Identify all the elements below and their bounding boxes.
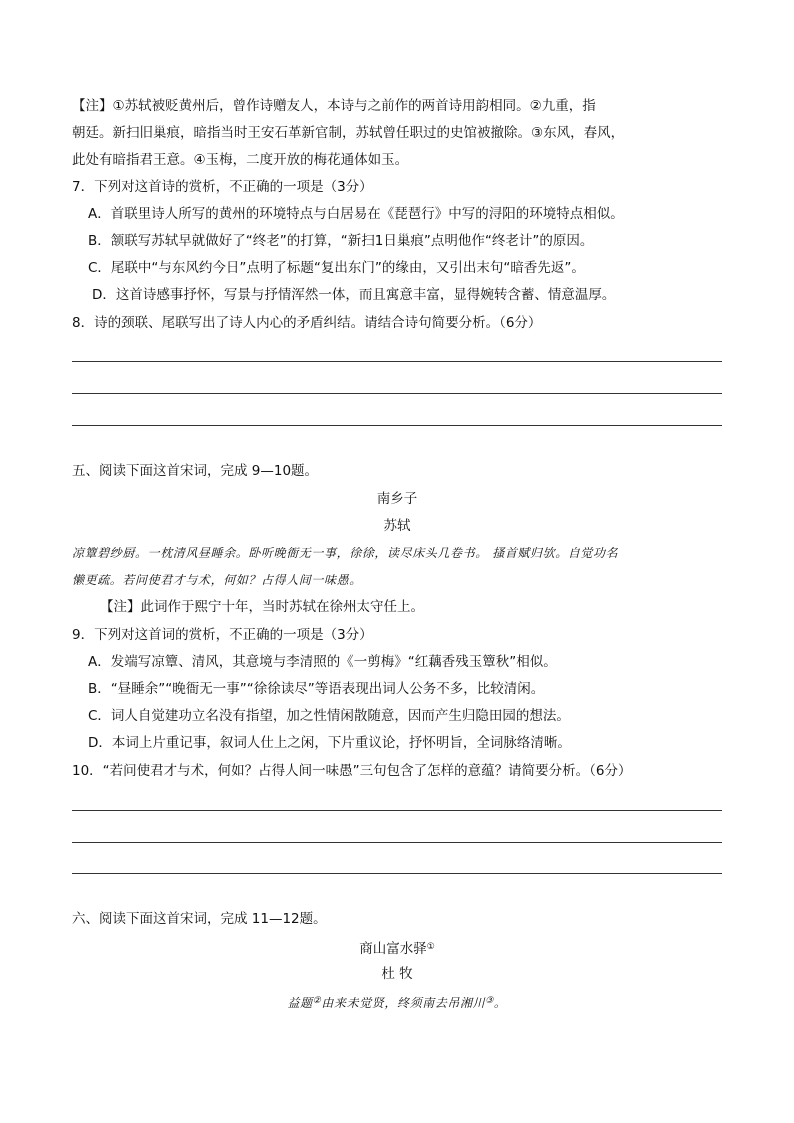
poem-author: 杜 牧: [381, 966, 413, 982]
answer-line: [72, 393, 722, 394]
question-9-option-a: A．发端写凉簟、清风，其意境与李清照的《一剪梅》“红藕香残玉簟秋”相似。: [88, 654, 557, 670]
question-7-option-a: A．首联里诗人所写的黄州的环境特点与白居易在《琵琶行》中写的浔阳的环境特点相似。: [88, 206, 624, 222]
question-9-option-c: C．词人自觉建功立名没有指望，加之性情闲散随意，因而产生归隐田园的想法。: [88, 708, 570, 724]
question-7-option-c: C．尾联中“与东风约今日”点明了标题“复出东门”的缘由，又引出末句“暗香先返”。: [88, 260, 585, 276]
question-9-option-d: D．本词上片重记事，叙词人仕上之闲，下片重议论，抒怀明旨，全词脉络清晰。: [88, 735, 571, 751]
poem-title: [0, 937, 794, 959]
poem-line-1: 凉簟碧纱厨。一枕清风昼睡余。卧听晚衙无一事，徐徐，读尽床头几卷书。 搔首赋归欤。自觉功名: [72, 546, 619, 560]
poem-line-1: [0, 991, 794, 1013]
poem-line-1-part-a: 益题: [287, 996, 313, 1010]
answer-line: [72, 425, 722, 426]
note-line-2: 朝廷。新扫旧巢痕，暗指当时王安石革新官制，苏轼曾任职过的史馆被撤除。③东风，春风，: [72, 125, 625, 141]
answer-line: [72, 361, 722, 362]
question-9-stem: 9．下列对这首词的赏析，不正确的一项是（3分）: [72, 627, 373, 643]
answer-line: [72, 842, 722, 843]
poem-line-2: 懒更疏。若问使君才与术，何如？占得人间一味愚。: [72, 573, 362, 587]
note-line-1: 【注】①苏轼被贬黄州后，曾作诗赠友人，本诗与之前作的两首诗用韵相同。②九重，指: [72, 98, 596, 114]
question-7-option-d: D．这首诗感事抒怀，写景与抒情浑然一体，而且寓意丰富，显得婉转含蓄、情意温厚。: [92, 287, 616, 303]
poem-title-text: 商山富水驿: [359, 941, 427, 957]
question-7-option-b: B．颔联写苏轼早就做好了“终老”的打算，“新扫1日巢痕”点明他作“终老计”的原因。: [88, 233, 594, 249]
section-5-heading: 五、阅读下面这首宋词，完成 9—10题。: [72, 463, 319, 479]
poem-line-1-part-c: 。: [493, 996, 507, 1010]
answer-line: [72, 873, 722, 874]
section-5-note: 【注】此词作于熙宁十年，当时苏轼在徐州太守任上。: [100, 599, 424, 615]
poem-line-1-part-b: 由来未觉贤，终须南去吊湘川: [321, 996, 486, 1010]
note-line-3: 此处有暗指君王意。④玉梅，二度开放的梅花通体如玉。: [72, 152, 409, 168]
footnote-marker: ①: [426, 942, 435, 952]
question-10-stem: 10．“若问使君才与术，何如？占得人间一味愚”三句包含了怎样的意蕴？请简要分析。（6分）: [72, 763, 632, 779]
poem-author: 苏轼: [383, 518, 411, 534]
answer-line: [72, 810, 722, 811]
question-9-option-b: B．“昼睡余”“晚衙无一事”“徐徐读尽”等语表现出词人公务不多，比较清闲。: [88, 681, 545, 697]
question-7-stem: 7．下列对这首诗的赏析，不正确的一项是（3分）: [72, 179, 373, 195]
section-6-heading: 六、阅读下面这首宋词，完成 11—12题。: [72, 911, 327, 927]
footnote-marker: ③: [485, 996, 494, 1006]
question-8-stem: 8．诗的颈联、尾联写出了诗人内心的矛盾纠结。请结合诗句简要分析。（6分）: [72, 315, 542, 331]
footnote-marker: ②: [312, 996, 322, 1006]
poem-title: 南乡子: [376, 491, 418, 507]
